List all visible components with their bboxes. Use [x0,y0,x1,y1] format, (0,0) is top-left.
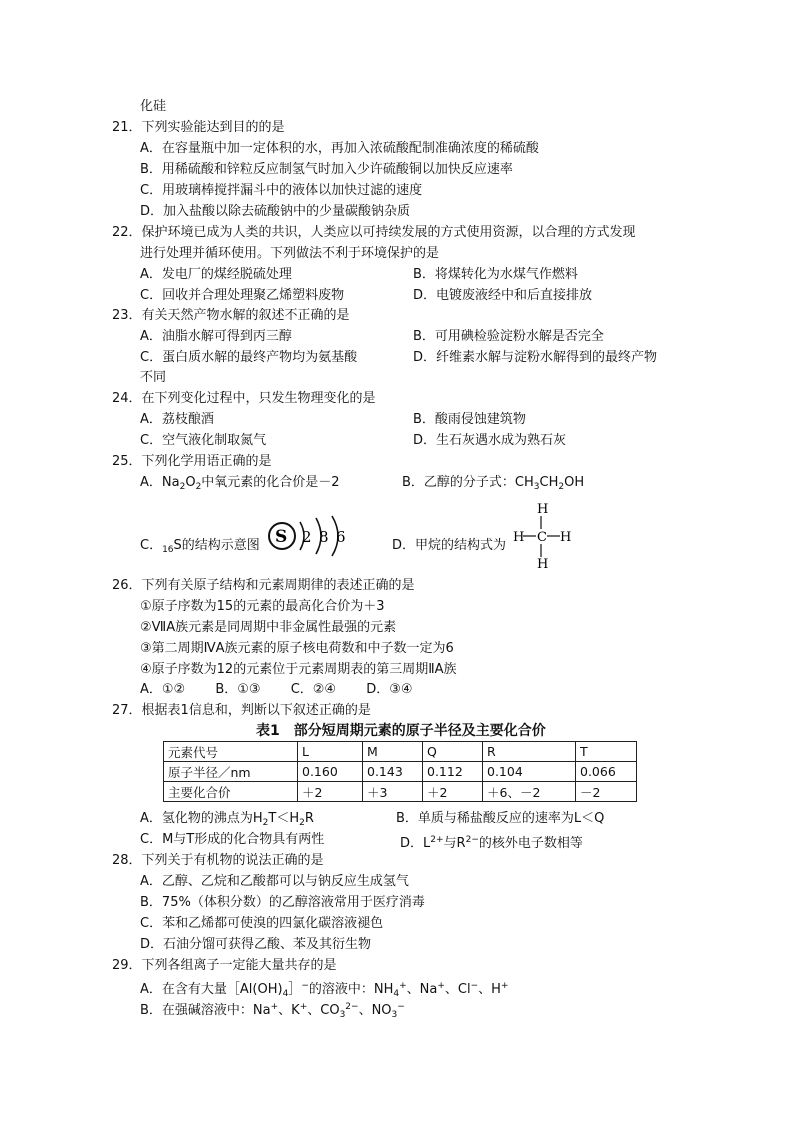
question-22: 22．保护环境已成为人类的共识，人类应以可持续发展的方式使用资源，以合理的方式发现 [112,225,636,240]
question-24: 24．在下列变化过程中，只发生物理变化的是 [112,391,376,406]
q24-option-d: D．生石灰遇水成为熟石灰 [413,433,567,448]
q21-option-a: A．在容量瓶中加一定体积的水，再加入浓硫酸配制准确浓度的稀硫酸 [140,141,539,156]
q22-option-b: B．将煤转化为水煤气作燃料 [413,267,578,282]
q26-options: A．①② B．①③ C．②④ D．③④ [140,682,413,697]
methane-h-left: H [513,530,525,545]
q23-option-d-cont: 不同 [140,370,167,385]
q29-option-a: A．在含有大量$[Al(OH)_4]^-$的溶液中：$NH_4^+$、Na+、Cl−、H+ [140,981,509,999]
q26-statement-3: ③第二周期ⅣA族元素的原子核电荷数和中子数一定为6 [140,641,454,656]
table-cell: ＋3 [363,782,423,802]
shell-3: 6 [336,528,346,546]
table-row [164,762,637,782]
q26-statement-1: ①原子序数为15的元素的最高化合价为＋3 [140,599,385,614]
table-header-cell: M [363,742,423,762]
q25-option-d: D．甲烷的结构式为 [392,538,507,553]
q25-option-c: C．$_{16}$S的结构示意图 [140,538,260,555]
question-22-cont: 进行处理并循环使用。下列做法不利于环境保护的是 [140,246,440,261]
table-header-row [164,742,637,762]
q28-option-d: D．石油分馏可获得乙酸、苯及其衍生物 [140,937,372,952]
q29-option-b: B．在强碱溶液中：Na+、K+、$CO_3^{2-}$、$NO_3^-$ [140,1002,405,1020]
q27-option-c: C．M与T形成的化合物具有两性 [140,832,325,847]
q25-option-b: B．乙醇的分子式：$CH_3CH_2OH$ [402,475,585,492]
q21-option-b: B．用稀硫酸和锌粒反应制氢气时加入少许硫酸铜以加快反应速率 [140,162,513,177]
q27-option-b: B．单质与稀盐酸反应的速率为L＜Q [396,811,605,826]
table-cell: 0.104 [483,762,576,782]
table-header-cell: L [298,742,363,762]
question-23: 23．有关天然产物水解的叙述不正确的是 [112,308,350,323]
question-29: 29．下列各组离子一定能大量共存的是 [112,958,337,973]
q23-option-a: A．油脂水解可得到丙三醇 [140,329,292,344]
table-header-cell: 元素代号 [164,742,298,762]
q21-option-c: C．用玻璃棒搅拌漏斗中的液体以加快过滤的速度 [140,183,423,198]
table-cell: ＋2 [298,782,363,802]
q24-option-a: A．荔枝酿酒 [140,412,214,427]
q28-option-b: B．75%（体积分数）的乙醇溶液常用于医疗消毒 [140,895,425,910]
question-26: 26．下列有关原子结构和元素周期律的表述正确的是 [112,578,415,593]
table-header-cell: R [483,742,576,762]
table-cell: ＋2 [423,782,483,802]
q23-option-b: B．可用碘检验淀粉水解是否完全 [413,329,604,344]
table-header-cell: Q [423,742,483,762]
methane-h-bottom: H [537,557,549,570]
q23-option-c: C．蛋白质水解的最终产物均为氨基酸 [140,350,358,365]
methane-h-top: H [537,502,549,517]
table-cell: 主要化合价 [164,782,298,802]
table-cell: 原子半径／nm [164,762,298,782]
table-cell: －2 [576,782,637,802]
q23-option-d: D．纤维素水解与淀粉水解得到的最终产物 [413,350,658,365]
q22-option-c: C．回收并合理处理聚乙烯塑料废物 [140,288,345,303]
question-21: 21．下列实验能达到目的的是 [112,120,285,135]
q22-option-a: A．发电厂的煤经脱硫处理 [140,267,292,282]
table-row [164,782,637,802]
q21-option-d: D．加入盐酸以除去硫酸钠中的少量碳酸钠杂质 [140,204,411,219]
table-header-cell: T [576,742,637,762]
element-table [163,741,637,802]
q22-option-d: D．电镀废液经中和后直接排放 [413,288,593,303]
line-continuation: 化硅 [140,99,167,114]
atom-symbol: S [275,527,288,547]
q24-option-b: B．酸雨侵蚀建筑物 [413,412,526,427]
q28-option-c: C．苯和乙烯都可使溴的四氯化碳溶液褪色 [140,916,384,931]
q24-option-c: C．空气液化制取氮气 [140,433,267,448]
shell-2: 8 [319,528,329,546]
q25-option-a: A．$Na_2O_2$中氧元素的化合价是－2 [140,475,340,492]
table-cell: 0.160 [298,762,363,782]
table-cell: 0.066 [576,762,637,782]
sulfur-atom-diagram [264,512,354,562]
shell-1: 2 [302,528,312,546]
q27-option-d: D．$L^{2+}$与$R^{2-}$的核外电子数相等 [400,835,583,851]
table-cell: 0.143 [363,762,423,782]
table-cell: 0.112 [423,762,483,782]
methane-h-right: H [560,530,572,545]
question-28: 28．下列关于有机物的说法正确的是 [112,853,324,868]
question-27: 27．根据表1信息和，判断以下叙述正确的是 [112,703,371,718]
q28-option-a: A．乙醇、乙烷和乙酸都可以与钠反应生成氢气 [140,874,409,889]
q26-statement-2: ②ⅦA族元素是同周期中非金属性最强的元素 [140,620,397,635]
q27-option-a: A．氢化物的沸点为$H_2T<H_2R$ [140,811,314,828]
table-caption: 表1 部分短周期元素的原子半径及主要化合价 [256,723,546,739]
methane-structure [510,500,580,570]
question-25: 25．下列化学用语正确的是 [112,454,272,469]
q26-statement-4: ④原子序数为12的元素位于元素周期表的第三周期ⅡA族 [140,662,457,677]
methane-c: C [537,530,547,545]
table-cell: ＋6、－2 [483,782,576,802]
